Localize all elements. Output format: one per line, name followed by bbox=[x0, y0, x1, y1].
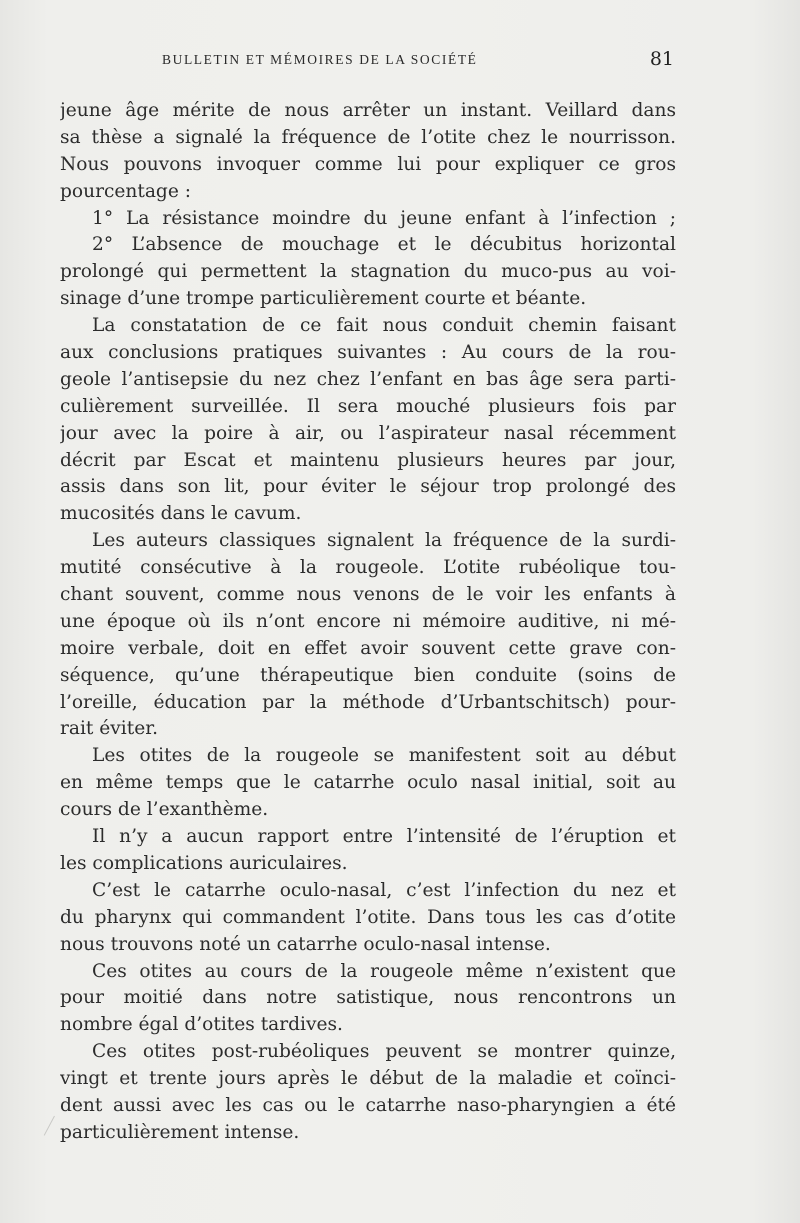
text-line: aux conclusions pratiques suivantes : Au cours de la rou- bbox=[60, 342, 676, 364]
text-line: C’est le catarrhe oculo-nasal, c’est l’infection du nez et bbox=[92, 879, 676, 901]
text-line: geole l’antisepsie du nez chez l’enfant en bas âge sera parti- bbox=[60, 368, 676, 390]
text-line: chant souvent, comme nous venons de le voir les enfants à bbox=[60, 584, 676, 606]
text-line: nombre égal d’otites tardives. bbox=[60, 1014, 343, 1036]
text-line: pourcentage : bbox=[60, 180, 191, 202]
text-line: Les auteurs classiques signalent la fréquence de la surdi- bbox=[92, 530, 676, 552]
running-title: BULLETIN ET MÉMOIRES DE LA SOCIÉTÉ bbox=[162, 52, 478, 67]
text-line: décrit par Escat et maintenu plusieurs heures par jour, bbox=[60, 449, 676, 471]
text-line: culièrement surveillée. Il sera mouché plusieurs fois par bbox=[60, 395, 676, 417]
text-line: Ces otites au cours de la rougeole même n’existent que bbox=[92, 960, 676, 982]
text-line: jeune âge mérite de nous arrêter un instant. Veillard dans bbox=[60, 100, 676, 121]
text-line: vingt et trente jours après le début de la maladie et coïnci- bbox=[60, 1068, 676, 1090]
text-line: mutité consécutive à la rougeole. L’otite rubéolique tou- bbox=[60, 557, 676, 579]
text-line: cours de l’exanthème. bbox=[60, 799, 269, 821]
text-line: assis dans son lit, pour éviter le séjour trop prolongé des bbox=[60, 476, 676, 498]
page-number: 81 bbox=[649, 48, 674, 70]
text-line: prolongé qui permettent la stagnation du muco-pus au voi- bbox=[60, 261, 676, 283]
text-line: en même temps que le catarrhe oculo nasal initial, soit au bbox=[60, 772, 676, 794]
text-line: mucosités dans le cavum. bbox=[60, 503, 302, 525]
text-line: nous trouvons noté un catarrhe oculo-nasal intense. bbox=[60, 933, 551, 955]
body-text bbox=[60, 98, 676, 1147]
text-line: une époque où ils n’ont encore ni mémoire auditive, ni mé- bbox=[60, 610, 676, 632]
text-line: sinage d’une trompe particulièrement courte et béante. bbox=[60, 288, 587, 310]
text-line: 1° La résistance moindre du jeune enfant à l’infection ; bbox=[92, 207, 676, 229]
text-line: rait éviter. bbox=[60, 718, 158, 740]
text-line: les complications auriculaires. bbox=[60, 852, 348, 874]
text-line: Il n’y a aucun rapport entre l’intensité de l’éruption et bbox=[92, 826, 676, 848]
text-line: La constatation de ce fait nous conduit chemin faisant bbox=[92, 315, 676, 337]
running-header bbox=[60, 48, 674, 74]
text-line: du pharynx qui commandent l’otite. Dans tous les cas d’otite bbox=[60, 906, 676, 928]
text-line: Les otites de la rougeole se manifestent soit au début bbox=[92, 745, 676, 767]
text-line: Nous pouvons invoquer comme lui pour expliquer ce gros bbox=[60, 153, 676, 175]
text-line: Ces otites post-rubéoliques peuvent se montrer quinze, bbox=[92, 1041, 676, 1063]
text-line: pour moitié dans notre satistique, nous rencontrons un bbox=[60, 987, 676, 1009]
text-line: séquence, qu’une thérapeutique bien conduite (soins de bbox=[60, 664, 676, 686]
text-line: l’oreille, éducation par la méthode d’Urbantschitsch) pour- bbox=[60, 691, 676, 713]
text-line: jour avec la poire à air, ou l’aspirateur nasal récemment bbox=[60, 422, 676, 444]
text-line: particulièrement intense. bbox=[60, 1121, 300, 1143]
text-line: moire verbale, doit en effet avoir souvent cette grave con- bbox=[60, 637, 676, 659]
text-line: 2° L’absence de mouchage et le décubitus horizontal bbox=[92, 234, 676, 256]
text-line: dent aussi avec les cas ou le catarrhe naso-pharyngien a été bbox=[60, 1094, 676, 1116]
text-line: sa thèse a signalé la fréquence de l’otite chez le nourrisson. bbox=[60, 126, 676, 148]
